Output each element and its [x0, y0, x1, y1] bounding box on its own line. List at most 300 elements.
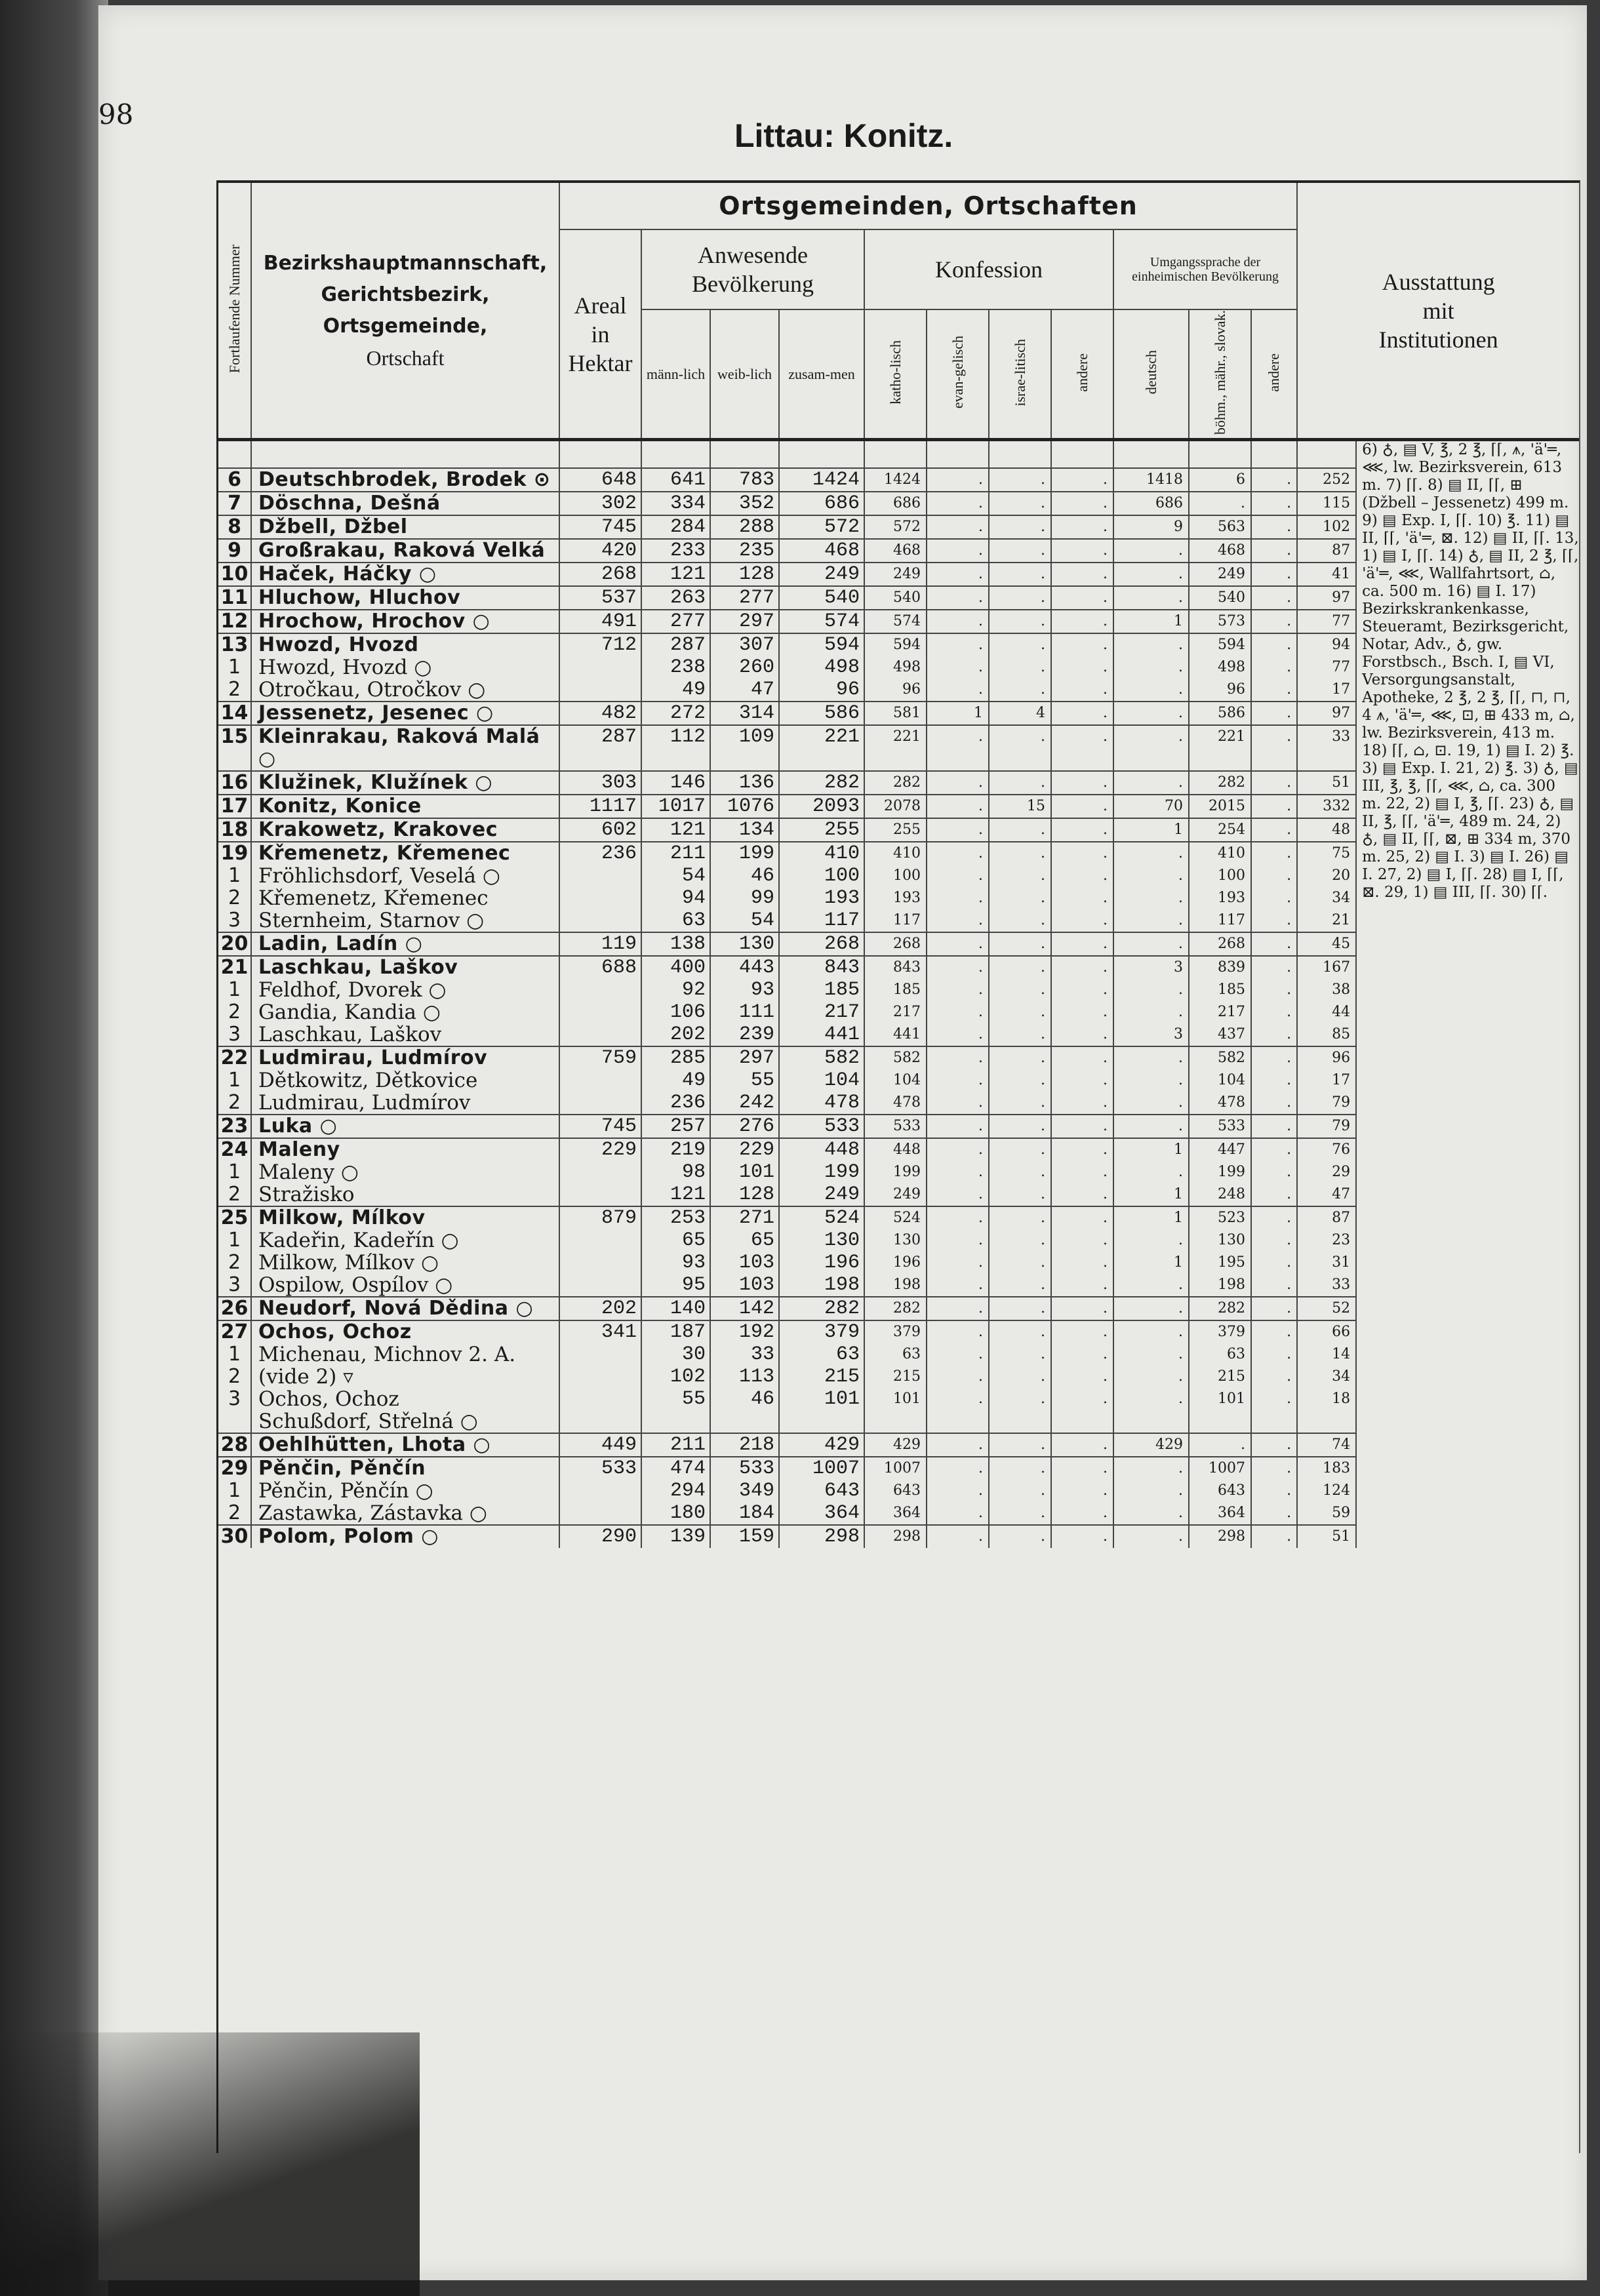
cell-bo: 379 63 215 101: [1189, 1320, 1251, 1433]
cell-w: 1076: [710, 795, 779, 818]
cell-evan: . . . .: [927, 1320, 989, 1433]
areal-value: 648: [559, 468, 641, 492]
cell-evan: .: [927, 725, 989, 771]
cell-kath: 1007 643 364: [864, 1457, 927, 1525]
cell-z: 572: [779, 515, 864, 539]
areal-value: 229: [559, 1138, 641, 1206]
place-name: Maleny Maleny ○ Stražisko: [251, 1138, 559, 1206]
cell-and: . . . .: [1051, 1206, 1113, 1297]
header-boehmisch: böhm., mähr., slovak.: [1189, 309, 1251, 440]
cell-bo: 594 498 96: [1189, 633, 1251, 702]
cell-w: 128: [710, 563, 779, 586]
cell-bo: .: [1189, 492, 1251, 515]
cell-kath: 468: [864, 539, 927, 563]
row-number: 28: [218, 1433, 251, 1457]
cell-w: 533 349 184: [710, 1457, 779, 1525]
cell-h: 94 77 17: [1297, 633, 1356, 702]
cell-h: 41: [1297, 563, 1356, 586]
cell-sa: .: [1251, 771, 1297, 795]
cell-h: 77: [1297, 610, 1356, 633]
cell-m: 187 30 102 55: [641, 1320, 710, 1433]
areal-value: 602: [559, 818, 641, 842]
cell-m: 233: [641, 539, 710, 563]
cell-isr: . . .: [989, 1046, 1051, 1115]
header-deutsch: deutsch: [1113, 309, 1189, 440]
cell-bo: 540: [1189, 586, 1251, 610]
cell-bo: 468: [1189, 539, 1251, 563]
cell-bo: 533: [1189, 1115, 1251, 1138]
cell-kath: 429: [864, 1433, 927, 1457]
cell-h: 332: [1297, 795, 1356, 818]
cell-de: . . . .: [1113, 1320, 1189, 1433]
row-number: 19 1 2 3: [218, 842, 251, 932]
place-name: Jessenetz, Jesenec ○: [251, 702, 559, 725]
cell-isr: 4: [989, 702, 1051, 725]
areal-value: 119: [559, 932, 641, 956]
cell-w: 297 55 242: [710, 1046, 779, 1115]
cell-de: .: [1113, 539, 1189, 563]
place-name: Luka ○: [251, 1115, 559, 1138]
areal-value: 341: [559, 1320, 641, 1433]
cell-sa: . . . .: [1251, 956, 1297, 1046]
cell-z: 686: [779, 492, 864, 515]
place-name: Döschna, Dešná: [251, 492, 559, 515]
cell-and: .: [1051, 1297, 1113, 1320]
row-number: 21 1 2 3: [218, 956, 251, 1046]
cell-kath: 448 199 249: [864, 1138, 927, 1206]
cell-bo: 2015: [1189, 795, 1251, 818]
cell-sa: . . .: [1251, 1457, 1297, 1525]
cell-w: 271 65 103 103: [710, 1206, 779, 1297]
cell-w: 136: [710, 771, 779, 795]
row-number: 17: [218, 795, 251, 818]
areal-value: 236: [559, 842, 641, 932]
cell-z: 1007 643 364: [779, 1457, 864, 1525]
cell-isr: .: [989, 818, 1051, 842]
areal-value: 303: [559, 771, 641, 795]
cell-sa: .: [1251, 795, 1297, 818]
cell-bo: 573: [1189, 610, 1251, 633]
cell-and: .: [1051, 563, 1113, 586]
areal-value: 482: [559, 702, 641, 725]
cell-z: 298: [779, 1525, 864, 1548]
row-number: 13 1 2: [218, 633, 251, 702]
cell-kath: 221: [864, 725, 927, 771]
cell-kath: 1424: [864, 468, 927, 492]
cell-h: 48: [1297, 818, 1356, 842]
row-number: 7: [218, 492, 251, 515]
cell-sa: .: [1251, 1525, 1297, 1548]
cell-m: 121: [641, 563, 710, 586]
cell-w: 134: [710, 818, 779, 842]
cell-and: .: [1051, 725, 1113, 771]
cell-kath: 2078: [864, 795, 927, 818]
cell-isr: . . .: [989, 1457, 1051, 1525]
areal-value: 287: [559, 725, 641, 771]
cell-sa: . . . .: [1251, 1206, 1297, 1297]
cell-w: 229 101 128: [710, 1138, 779, 1206]
place-name: Milkow, Mílkov Kadeřin, Kadeřín ○ Milkow, Mílkov ○ Ospilow, Ospílov ○: [251, 1206, 559, 1297]
cell-de: 9: [1113, 515, 1189, 539]
cell-h: 96 17 79: [1297, 1046, 1356, 1115]
cell-z: 448 199 249: [779, 1138, 864, 1206]
cell-evan: .: [927, 795, 989, 818]
place-name: Oehlhütten, Lhota ○: [251, 1433, 559, 1457]
cell-m: 253 65 93 95: [641, 1206, 710, 1297]
place-name: Haček, Háčky ○: [251, 563, 559, 586]
cell-sa: .: [1251, 515, 1297, 539]
cell-evan: .: [927, 586, 989, 610]
cell-h: 97: [1297, 586, 1356, 610]
cell-bo: 254: [1189, 818, 1251, 842]
cell-kath: 582 104 478: [864, 1046, 927, 1115]
cell-z: 533: [779, 1115, 864, 1138]
header-nr: Fortlaufende Nummer: [218, 183, 251, 440]
cell-m: 146: [641, 771, 710, 795]
census-table: [216, 180, 1580, 2153]
areal-value: 202: [559, 1297, 641, 1320]
cell-kath: 410 100 193 117: [864, 842, 927, 932]
cell-h: 74: [1297, 1433, 1356, 1457]
place-name: Hwozd, Hvozd Hwozd, Hvozd ○ Otročkau, Otročkov ○: [251, 633, 559, 702]
cell-de: . . . .: [1113, 842, 1189, 932]
cell-evan: .: [927, 539, 989, 563]
cell-evan: . . . .: [927, 956, 989, 1046]
cell-de: . . .: [1113, 1046, 1189, 1115]
cell-bo: 563: [1189, 515, 1251, 539]
place-name: Konitz, Konice: [251, 795, 559, 818]
cell-w: 277: [710, 586, 779, 610]
cell-m: 219 98 121: [641, 1138, 710, 1206]
row-number: 22 1 2: [218, 1046, 251, 1115]
header-maennlich: männ-lich: [641, 309, 710, 440]
cell-evan: . . .: [927, 633, 989, 702]
cell-sa: .: [1251, 702, 1297, 725]
cell-and: .: [1051, 795, 1113, 818]
cell-sa: .: [1251, 1297, 1297, 1320]
areal-value: 1117: [559, 795, 641, 818]
cell-m: 1017: [641, 795, 710, 818]
cell-m: 284: [641, 515, 710, 539]
cell-sa: .: [1251, 725, 1297, 771]
header-evangelisch: evan-gelisch: [927, 309, 989, 440]
cell-w: 314: [710, 702, 779, 725]
row-number: 26: [218, 1297, 251, 1320]
areal-value: 290: [559, 1525, 641, 1548]
cell-bo: 282: [1189, 771, 1251, 795]
cell-w: 288: [710, 515, 779, 539]
cell-kath: 581: [864, 702, 927, 725]
cell-and: . . .: [1051, 1138, 1113, 1206]
header-super: Ortsgemeinden, Ortschaften: [559, 183, 1297, 229]
cell-kath: 282: [864, 771, 927, 795]
cell-kath: 572: [864, 515, 927, 539]
cell-z: 410 100 193 117: [779, 842, 864, 932]
cell-isr: . . . .: [989, 1206, 1051, 1297]
cell-de: 1418: [1113, 468, 1189, 492]
place-name: Pěnčin, Pěnčín Pěnčin, Pěnčín ○ Zastawka, Zástavka ○: [251, 1457, 559, 1525]
cell-de: .: [1113, 771, 1189, 795]
cell-and: .: [1051, 586, 1113, 610]
header-areal: Areal in Hektar: [559, 229, 641, 440]
header-bevoelkerung: Anwesende Bevölkerung: [641, 229, 864, 309]
areal-value: 745: [559, 515, 641, 539]
cell-de: .: [1113, 563, 1189, 586]
cell-w: 109: [710, 725, 779, 771]
row-number: 9: [218, 539, 251, 563]
cell-evan: .: [927, 1297, 989, 1320]
cell-kath: 574: [864, 610, 927, 633]
cell-sa: .: [1251, 586, 1297, 610]
cell-isr: . . . .: [989, 842, 1051, 932]
cell-bo: 447 199 248: [1189, 1138, 1251, 1206]
cell-w: 297: [710, 610, 779, 633]
cell-m: 211: [641, 1433, 710, 1457]
cell-and: .: [1051, 702, 1113, 725]
row-number: 25 1 2 3: [218, 1206, 251, 1297]
cell-m: 138: [641, 932, 710, 956]
cell-de: .: [1113, 702, 1189, 725]
cell-h: 87 23 31 33: [1297, 1206, 1356, 1297]
cell-bo: 523 130 195 198: [1189, 1206, 1251, 1297]
row-number: 10: [218, 563, 251, 586]
cell-sa: .: [1251, 1115, 1297, 1138]
areal-value: 688: [559, 956, 641, 1046]
cell-sa: . . .: [1251, 1046, 1297, 1115]
cell-evan: 1: [927, 702, 989, 725]
row-number: 24 1 2: [218, 1138, 251, 1206]
header-zusammen: zusam-men: [779, 309, 864, 440]
cell-h: 75 20 34 21: [1297, 842, 1356, 932]
cell-z: 221: [779, 725, 864, 771]
areal-value: 268: [559, 563, 641, 586]
census-grid: [218, 183, 1579, 1548]
areal-value: 302: [559, 492, 641, 515]
header-konf-andere: andere: [1051, 309, 1113, 440]
cell-z: 1424: [779, 468, 864, 492]
row-number: 29 1 2: [218, 1457, 251, 1525]
cell-and: .: [1051, 539, 1113, 563]
cell-bo: 249: [1189, 563, 1251, 586]
cell-z: 429: [779, 1433, 864, 1457]
cell-kath: 249: [864, 563, 927, 586]
areal-value: 420: [559, 539, 641, 563]
cell-m: 285 49 236: [641, 1046, 710, 1115]
cell-z: 2093: [779, 795, 864, 818]
header-katholisch: katho-lisch: [864, 309, 927, 440]
cell-isr: .: [989, 1525, 1051, 1548]
cell-evan: . . . .: [927, 842, 989, 932]
cell-h: 76 29 47: [1297, 1138, 1356, 1206]
cell-w: 142: [710, 1297, 779, 1320]
cell-and: . . . .: [1051, 1320, 1113, 1433]
place-name: Kleinrakau, Raková Malá ○: [251, 725, 559, 771]
areal-value: 449: [559, 1433, 641, 1457]
place-name: Polom, Polom ○: [251, 1525, 559, 1548]
cell-isr: .: [989, 610, 1051, 633]
cell-sa: .: [1251, 468, 1297, 492]
areal-value: 537: [559, 586, 641, 610]
cell-isr: 15: [989, 795, 1051, 818]
cell-de: . . .: [1113, 1457, 1189, 1525]
cell-w: 276: [710, 1115, 779, 1138]
place-name: Hrochow, Hrochov ○: [251, 610, 559, 633]
cell-kath: 540: [864, 586, 927, 610]
cell-z: 379 63 215 101: [779, 1320, 864, 1433]
cell-m: 211 54 94 63: [641, 842, 710, 932]
cell-and: .: [1051, 492, 1113, 515]
place-name: Krakowetz, Krakovec: [251, 818, 559, 842]
cell-bo: 298: [1189, 1525, 1251, 1548]
cell-z: 574: [779, 610, 864, 633]
cell-m: 400 92 106 202: [641, 956, 710, 1046]
cell-isr: .: [989, 725, 1051, 771]
cell-z: 582 104 478: [779, 1046, 864, 1115]
cell-kath: 533: [864, 1115, 927, 1138]
cell-bo: 410 100 193 117: [1189, 842, 1251, 932]
cell-kath: 255: [864, 818, 927, 842]
cell-z: 255: [779, 818, 864, 842]
cell-isr: .: [989, 468, 1051, 492]
cell-bo: 586: [1189, 702, 1251, 725]
place-name: Klužinek, Klužínek ○: [251, 771, 559, 795]
cell-w: 783: [710, 468, 779, 492]
cell-sa: .: [1251, 492, 1297, 515]
cell-de: .: [1113, 1297, 1189, 1320]
cell-sa: .: [1251, 563, 1297, 586]
cell-m: 140: [641, 1297, 710, 1320]
row-number: 16: [218, 771, 251, 795]
cell-and: . . . .: [1051, 956, 1113, 1046]
row-number: 14: [218, 702, 251, 725]
cell-kath: 379 63 215 101: [864, 1320, 927, 1433]
cell-m: 112: [641, 725, 710, 771]
cell-h: 52: [1297, 1297, 1356, 1320]
cell-and: . . .: [1051, 633, 1113, 702]
cell-de: .: [1113, 1525, 1189, 1548]
cell-z: 249: [779, 563, 864, 586]
cell-m: 257: [641, 1115, 710, 1138]
cell-de: 70: [1113, 795, 1189, 818]
cell-kath: 686: [864, 492, 927, 515]
cell-m: 121: [641, 818, 710, 842]
cell-z: 524 130 196 198: [779, 1206, 864, 1297]
place-name: Neudorf, Nová Dědina ○: [251, 1297, 559, 1320]
cell-sa: . . . .: [1251, 1320, 1297, 1433]
cell-isr: .: [989, 932, 1051, 956]
cell-m: 641: [641, 468, 710, 492]
cell-w: 235: [710, 539, 779, 563]
cell-evan: . . .: [927, 1457, 989, 1525]
cell-and: .: [1051, 818, 1113, 842]
cell-z: 268: [779, 932, 864, 956]
cell-evan: .: [927, 1433, 989, 1457]
cell-h: 79: [1297, 1115, 1356, 1138]
cell-de: 1: [1113, 610, 1189, 633]
areal-value: 491: [559, 610, 641, 633]
table-body: [218, 440, 1579, 1549]
cell-m: 263: [641, 586, 710, 610]
cell-de: .: [1113, 932, 1189, 956]
cell-evan: .: [927, 610, 989, 633]
cell-isr: .: [989, 1115, 1051, 1138]
place-name: Ochos, Ochoz Michenau, Michnov 2. A. (vide 2) ▿ Ochos, Ochoz Schußdorf, Střelná ○: [251, 1320, 559, 1433]
cell-isr: .: [989, 1433, 1051, 1457]
cell-m: 277: [641, 610, 710, 633]
cell-isr: .: [989, 515, 1051, 539]
cell-de: .: [1113, 586, 1189, 610]
cell-sa: .: [1251, 1433, 1297, 1457]
cell-evan: . . .: [927, 1138, 989, 1206]
cell-w: 218: [710, 1433, 779, 1457]
cell-evan: .: [927, 771, 989, 795]
cell-and: .: [1051, 1115, 1113, 1138]
row-number: 20: [218, 932, 251, 956]
cell-and: .: [1051, 771, 1113, 795]
cell-sa: . . .: [1251, 1138, 1297, 1206]
place-name: Křemenetz, Křemenec Fröhlichsdorf, Veselá ○ Křemenetz, Křemenec Sternheim, Starnov ○: [251, 842, 559, 932]
cell-m: 139: [641, 1525, 710, 1548]
cell-and: . . .: [1051, 1046, 1113, 1115]
cell-z: 843 185 217 441: [779, 956, 864, 1046]
cell-and: .: [1051, 932, 1113, 956]
cell-evan: .: [927, 515, 989, 539]
cell-de: .: [1113, 1115, 1189, 1138]
row-number: 8: [218, 515, 251, 539]
cell-m: 272: [641, 702, 710, 725]
cell-sa: . . . .: [1251, 842, 1297, 932]
cell-and: .: [1051, 1525, 1113, 1548]
cell-w: 192 33 113 46: [710, 1320, 779, 1433]
cell-z: 468: [779, 539, 864, 563]
cell-bo: 268: [1189, 932, 1251, 956]
cell-evan: .: [927, 932, 989, 956]
cell-isr: .: [989, 539, 1051, 563]
cell-bo: 582 104 478: [1189, 1046, 1251, 1115]
row-number: 12: [218, 610, 251, 633]
cell-isr: .: [989, 1297, 1051, 1320]
cell-w: 159: [710, 1525, 779, 1548]
cell-evan: .: [927, 1525, 989, 1548]
cell-kath: 298: [864, 1525, 927, 1548]
cell-kath: 524 130 196 198: [864, 1206, 927, 1297]
cell-h: 167 38 44 85: [1297, 956, 1356, 1046]
place-name: Džbell, Džbel: [251, 515, 559, 539]
cell-h: 97: [1297, 702, 1356, 725]
cell-bo: 282: [1189, 1297, 1251, 1320]
header-konfession: Konfession: [864, 229, 1113, 309]
cell-de: 686: [1113, 492, 1189, 515]
cell-w: 199 46 99 54: [710, 842, 779, 932]
cell-bo: 6: [1189, 468, 1251, 492]
areal-value: 879: [559, 1206, 641, 1297]
cell-and: .: [1051, 610, 1113, 633]
cell-evan: .: [927, 468, 989, 492]
cell-h: 87: [1297, 539, 1356, 563]
cell-isr: . . . .: [989, 1320, 1051, 1433]
cell-z: 282: [779, 1297, 864, 1320]
cell-kath: 282: [864, 1297, 927, 1320]
row-number: 30: [218, 1525, 251, 1548]
cell-w: 443 93 111 239: [710, 956, 779, 1046]
header-weiblich: weib-lich: [710, 309, 779, 440]
cell-isr: . . .: [989, 633, 1051, 702]
cell-isr: . . . .: [989, 956, 1051, 1046]
cell-and: .: [1051, 515, 1113, 539]
cell-bo: .: [1189, 1433, 1251, 1457]
cell-evan: . . . .: [927, 1206, 989, 1297]
place-name: Laschkau, Laškov Feldhof, Dvorek ○ Gandia, Kandia ○ Laschkau, Laškov: [251, 956, 559, 1046]
